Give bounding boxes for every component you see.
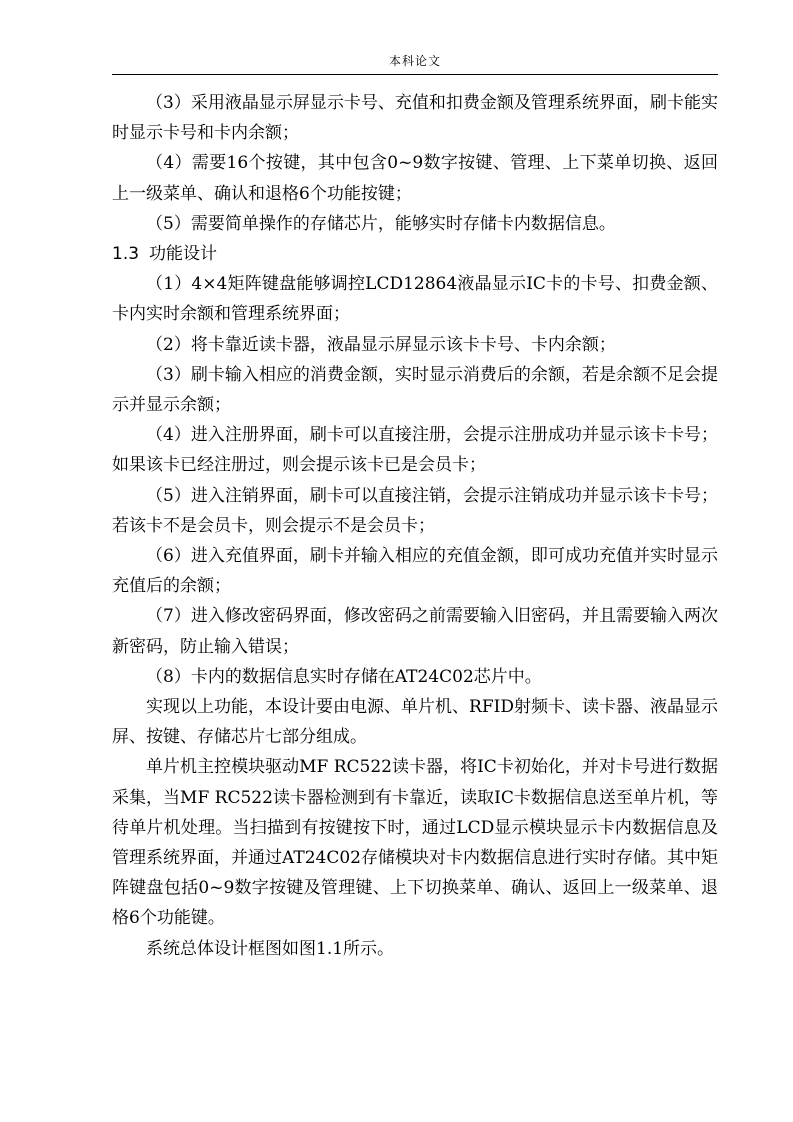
body-paragraph: 系统总体设计框图如图1.1所示。 <box>146 938 395 959</box>
function-item: （7）进入修改密码界面，修改密码之前需要输入旧密码，并且需要输入两次新密码，防止输入错误； <box>112 606 718 657</box>
section-number: 1.3 <box>112 244 140 265</box>
function-item: （5）进入注销界面，刷卡可以直接注销，会提示注销成功并显示该卡卡号；若该卡不是会员卡，则会提示不是会员卡； <box>112 485 718 536</box>
running-title: 本科论文 <box>388 54 441 68</box>
function-item: （2）将卡靠近读卡器，液晶显示屏显示该卡卡号、卡内余额； <box>146 334 616 355</box>
function-item: （6）进入充值界面，刷卡并输入相应的充值金额，即可成功充值并实时显示充值后的余额； <box>112 546 718 597</box>
body-paragraph: 单片机主控模块驱动MF RC522读卡器，将IC卡初始化，并对卡号进行数据采集，当MF RC522读卡器检测到有卡靠近，读取IC卡数据信息送至单片机，等待单片机处理。当扫描到有按键按下时，通过LCD显示模块显示卡内数据信息及管理系统界面，并通过AT24C02存储模块对卡内数据信息进行实时存储。其中矩阵键盘包括0~9数字按键及管理键、上下切换菜单、确认、返回上一级菜单、退格6个功能键。 <box>112 757 718 929</box>
requirement-item: （4）需要16个按键，其中包含0~9数字按键、管理、上下菜单切换、返回上一级菜单、确认和退格6个功能按键； <box>112 153 718 204</box>
function-item: （4）进入注册界面，刷卡可以直接注册，会提示注册成功并显示该卡卡号；如果该卡已经注册过，则会提示该卡已是会员卡； <box>112 425 718 476</box>
function-item: （8）卡内的数据信息实时存储在AT24C02芯片中。 <box>146 666 542 687</box>
page-content <box>112 88 718 964</box>
page-header <box>112 50 718 75</box>
requirement-item: （5）需要简单操作的存储芯片，能够实时存储卡内数据信息。 <box>146 213 616 234</box>
function-item: （1）4×4矩阵键盘能够调控LCD12864液晶显示IC卡的卡号、扣费金额、卡内实时余额和管理系统界面； <box>112 274 718 325</box>
body-paragraph: 实现以上功能，本设计要由电源、单片机、RFID射频卡、读卡器、液晶显示屏、按键、存储芯片七部分组成。 <box>112 697 718 748</box>
section-heading <box>112 239 718 269</box>
section-title: 功能设计 <box>149 244 218 265</box>
requirement-item: （3）采用液晶显示屏显示卡号、充值和扣费金额及管理系统界面，刷卡能实时显示卡号和卡内余额； <box>112 93 718 144</box>
function-item: （3）刷卡输入相应的消费金额，实时显示消费后的余额，若是余额不足会提示并显示余额； <box>112 364 718 416</box>
